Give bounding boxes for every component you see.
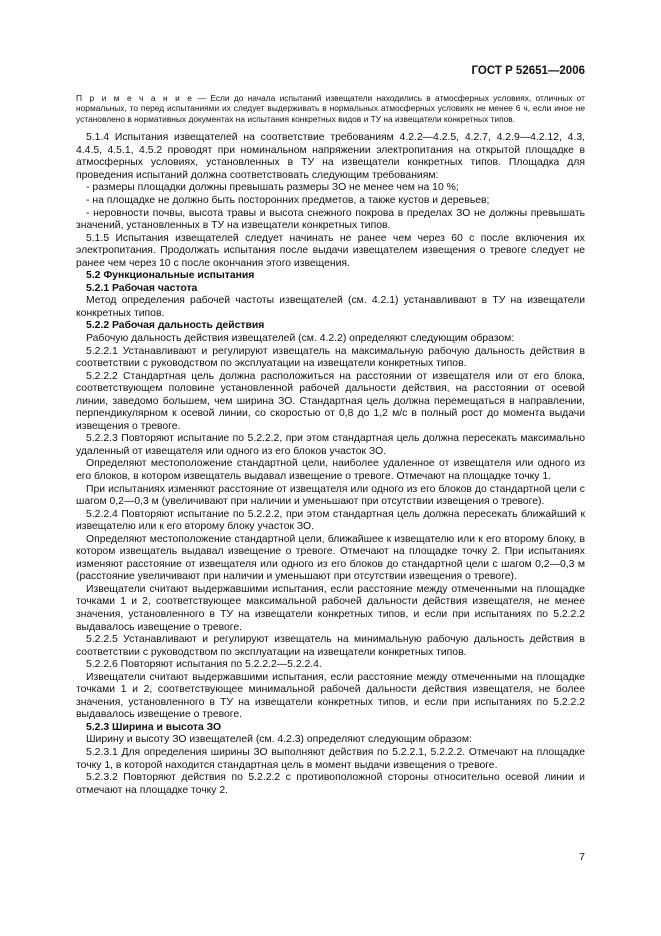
- note-label: П р и м е ч а н и е: [76, 93, 194, 103]
- page-number: 7: [579, 851, 585, 863]
- document-header: ГОСТ Р 52651—2006: [471, 65, 585, 77]
- paragraph: Определяют местоположение стандартной цели, наиболее удаленное от извещателя или одного из его блоков, в котором извещатель выдавал извещение о тревоге. Отмечают на площадке точку 1.: [76, 458, 585, 482]
- paragraph: Ширину и высоту ЗО извещателей (см. 4.2.3) определяют следующим образом:: [86, 734, 472, 746]
- paragraph: 5.1.5 Испытания извещателей следует начинать не ранее чем через 60 с после включения их электропитания. Продолжать испытания после выдачи извещателем извещения о тревоге следует не ранее чем через 10 с после окончания этого извещения.: [76, 232, 585, 269]
- paragraph: Метод определения рабочей частоты извещателей (см. 4.2.1) устанавливают в ТУ на извещатели конкретных типов.: [76, 295, 585, 319]
- note-paragraph: [76, 93, 585, 124]
- paragraph: Определяют местоположение стандартной цели, ближайшее к извещателю или к его второму блоку, в котором извещатель выдавал извещение о тревоге. Отмечают на площадке точку 2. При испытаниях изменяют расстояние от извещателя или одного из его блоков до стандартной цели с шагом 0,2—0,3 м (расстояние увеличивают при наличии и уменьшают при отсутствии извещения о тревоге).: [76, 533, 585, 583]
- paragraph: Рабочую дальность действия извещателей (см. 4.2.2) определяют следующим образом:: [86, 332, 515, 344]
- paragraph: 5.2.3.2 Повторяют действия по 5.2.2.2 с противоположной стороны относительно осевой линии и отмечают на площадке точку 2.: [76, 772, 585, 796]
- paragraph: 5.2.3.1 Для определения ширины ЗО выполняют действия по 5.2.2.1, 5.2.2.2. Отмечают на площадке точку 1, в которой находится стандартная цель в момент выдачи извещения о тревоге.: [76, 747, 585, 771]
- paragraph: 5.2.2.1 Устанавливают и регулируют извещатель на максимальную рабочую дальность действия в соответствии с руководством по эксплуатации на извещатели конкретных типов.: [76, 345, 585, 370]
- paragraph: - неровности почвы, высота травы и высота снежного покрова в пределах ЗО не должны превышать значений, установленных в ТУ на извещатели конкретных типов.: [76, 207, 585, 232]
- paragraph: Извещатели считают выдержавшими испытания, если расстояние между отмеченными на площадке точками 1 и 2, соответствующее минимальной рабочей дальности действия извещателя, не более значения, установленного в ТУ на извещатели конкретных типов, и если при испытаниях по 5.2.2.2 выдавалось извещение о тревоге.: [76, 671, 585, 721]
- paragraph: - размеры площадки должны превышать размеры ЗО не менее чем на 10 %;: [86, 182, 459, 194]
- paragraph: 5.2.2.6 Повторяют испытания по 5.2.2.2—5.2.2.4.: [86, 659, 322, 671]
- paragraph: 5.2.2.4 Повторяют испытание по 5.2.2.2, при этом стандартная цель должна пересекать ближайший к извещателю или к его второму блоку участок ЗО.: [76, 508, 585, 533]
- section-heading: 5.2.2 Рабочая дальность действия: [86, 320, 265, 332]
- paragraph: 5.2.2.5 Устанавливают и регулируют извещатель на минимальную рабочую дальность действия в соответствии с руководством по эксплуатации на извещатели конкретных типов.: [76, 634, 585, 658]
- note-text: — Если до начала испытаний извещатели находились в атмосферных условиях, отличных от нормальных, то перед испытаниями их следует выдерживать в нормальных атмосферных условиях не менее 6 ч, если иное не установлено в нормативных документах на испытания конкретных видов и ТУ на извещатели конкретных типов.: [76, 93, 585, 124]
- section-heading: 5.2 Функциональные испытания: [86, 270, 255, 282]
- paragraph: 5.2.2.2 Стандартная цель должна расположиться на расстоянии от извещателя или от его блока, соответствующем половине установленной рабочей дальности действия, на расстоянии от осевой линии, заведомо большем, чем ширина ЗО. Стандартная цель должна перемещаться в направлении, перпендикулярном к осевой линии, со скоростью от 0,8 до 1,2 м/с в полный рост до момента выдачи извещения о тревоге.: [76, 370, 585, 432]
- section-heading: 5.2.1 Рабочая частота: [86, 282, 198, 294]
- section-heading: 5.2.3 Ширина и высота ЗО: [86, 721, 222, 733]
- document-body: [76, 93, 585, 797]
- paragraph: Извещатели считают выдержавшими испытания, если расстояние между отмеченными на площадке точками 1 и 2, соответствующее максимальной рабочей дальности действия извещателя, не менее значения, установленного в ТУ на извещатели конкретных типов, и если при испытаниях по 5.2.2.2 выдавалось извещение о тревоге.: [76, 583, 585, 633]
- paragraph: При испытаниях изменяют расстояние от извещателя или одного из его блоков до стандартной цели с шагом 0,2—0,3 м (увеличивают при наличии и уменьшают при отсутствии извещения о тревоге).: [76, 483, 585, 508]
- paragraph: - на площадке не должно быть посторонних предметов, а также кустов и деревьев;: [86, 194, 490, 206]
- paragraph: 5.2.2.3 Повторяют испытание по 5.2.2.2, при этом стандартная цель должна пересекать максимально удаленный от извещателя или одного из его блоков участок ЗО.: [76, 433, 585, 457]
- paragraph: 5.1.4 Испытания извещателей на соответствие требованиям 4.2.2—4.2.5, 4.2.7, 4.2.9—4.2.12, 4.3, 4.4.5, 4.5.1, 4.5.2 проводят при номинальном напряжении электропитания на открытой площадке в атмосферных условиях, установленных в ТУ на извещатели конкретных типов. Площадка для проведения испытаний должна соответствовать следующим требованиям:: [76, 132, 585, 181]
